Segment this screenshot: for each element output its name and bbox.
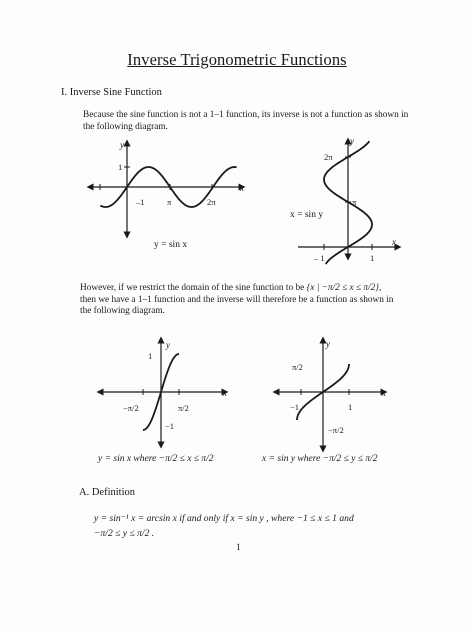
graph-restricted-sine — [95, 335, 235, 455]
tick-label-2pi: 2π — [207, 197, 216, 207]
tick-label-pi2: π/2 — [178, 403, 189, 413]
tick-label-neg1: – 1 — [314, 253, 325, 263]
intro-line-2: the following diagram. — [83, 121, 168, 132]
x-axis-label: x — [382, 388, 386, 398]
definition-line-2: −π/2 ≤ y ≤ π/2 . — [94, 528, 155, 539]
x-axis-label: x — [240, 183, 244, 193]
graph-sine-full — [82, 135, 252, 255]
intro-paragraph — [83, 110, 423, 133]
caption-restricted-sine: y = sin x where −π/2 ≤ x ≤ π/2 — [98, 454, 214, 464]
x-axis-label: x — [223, 388, 227, 398]
tick-label-pi: π — [167, 197, 172, 207]
restriction-line-3: the following diagram. — [80, 306, 165, 316]
tick-label-neg-pi2: −π/2 — [328, 425, 344, 435]
tick-label-2pi: 2π — [324, 152, 333, 162]
caption-restricted-inverse: x = sin y where −π/2 ≤ y ≤ π/2 — [262, 454, 378, 464]
x-axis-label: x — [392, 237, 396, 247]
restriction-paragraph — [80, 283, 420, 318]
section-heading-definition: A. Definition — [79, 487, 135, 498]
restriction-text: However, if we restrict the domain of the sine function to be — [80, 283, 305, 293]
graph-caption: y = sin x — [154, 240, 188, 250]
tick-label-1: 1 — [118, 162, 123, 172]
section-heading-inverse-sine: I. Inverse Sine Function — [61, 87, 162, 98]
curve-label: x = sin y — [290, 210, 324, 220]
y-axis-label: y — [120, 140, 124, 150]
restriction-line-1 — [80, 283, 420, 295]
tick-label-pi2: π/2 — [292, 362, 303, 372]
restriction-set: {x | −π/2 ≤ x ≤ π/2}, — [306, 283, 382, 293]
restriction-line-2: then we have a 1–1 function and the inverse will therefore be a function as shown in — [80, 294, 394, 305]
graph-restricted-inverse — [272, 335, 394, 457]
tick-label-neg1: −1 — [165, 421, 175, 431]
tick-label-1: 1 — [370, 253, 375, 263]
tick-label-neg1: –1 — [136, 197, 145, 207]
graph-inverse-relation — [288, 135, 406, 265]
tick-label-1: 1 — [348, 402, 353, 412]
y-axis-label: y — [326, 339, 330, 349]
y-axis-label: y — [166, 340, 170, 350]
definition-line-1: y = sin⁻¹ x = arcsin x if and only if x = sin y , where −1 ≤ x ≤ 1 and — [94, 513, 354, 524]
y-axis-label: y — [350, 136, 354, 146]
tick-label-pi: π — [352, 197, 357, 207]
tick-label-neg1: −1 — [290, 402, 300, 412]
tick-label-neg-pi2: −π/2 — [123, 403, 139, 413]
tick-label-1: 1 — [148, 351, 153, 361]
definition-body — [94, 511, 354, 541]
page-number: 1 — [236, 543, 241, 553]
intro-line-1: Because the sine function is not a 1–1 function, its inverse is not a function as shown in — [83, 110, 409, 120]
page-title: Inverse Trigonometric Functions — [127, 50, 347, 69]
